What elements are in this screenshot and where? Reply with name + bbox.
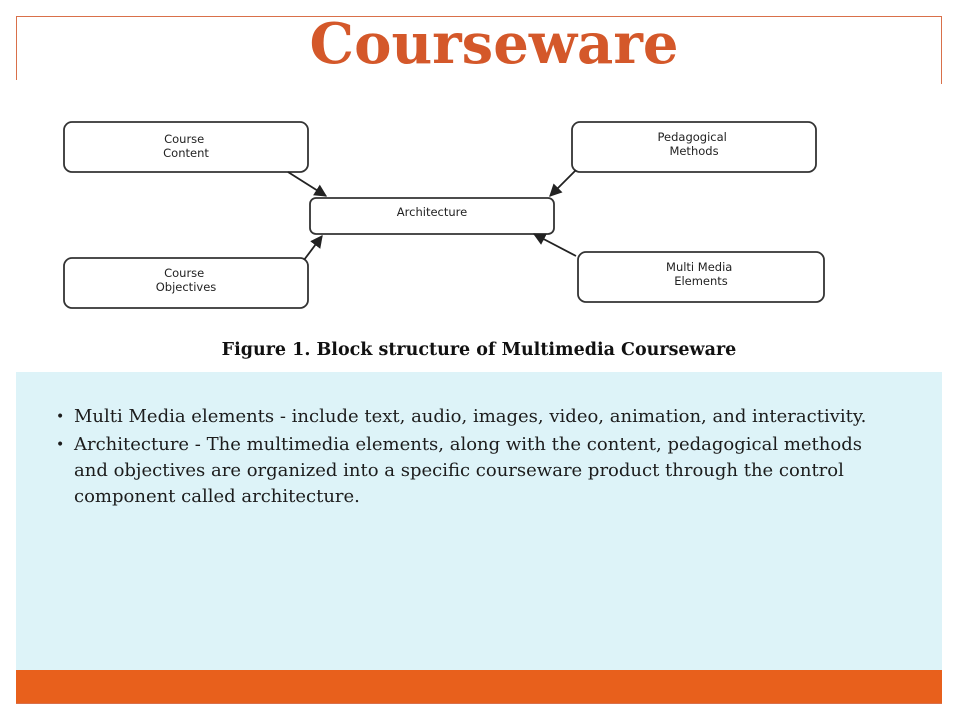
course-objectives-line-2: Objectives <box>155 280 217 294</box>
arrow-objectives-to-architecture <box>304 236 322 260</box>
course-content-label <box>163 132 209 160</box>
multimedia-elements-label <box>666 260 736 288</box>
course-content-line-2: Content <box>163 146 209 160</box>
content-panel <box>16 372 942 670</box>
architecture-line-1: Architecture <box>396 205 468 219</box>
figure-area <box>16 84 942 372</box>
list-item <box>56 404 896 430</box>
bullet-icon: • <box>56 409 65 425</box>
list-item <box>56 432 896 510</box>
multimedia-elements-line-1: Multi Media <box>666 260 733 274</box>
bullet-list <box>56 404 896 512</box>
course-content-line-1: Course <box>164 132 205 146</box>
figure-caption: Figure 1. Block structure of Multimedia Courseware <box>221 340 737 360</box>
bullet-text: Multi Media elements - include text, audio, images, video, animation, and interactivity. <box>74 406 867 427</box>
arrow-multimedia-to-architecture <box>534 234 576 256</box>
footer-bar <box>16 670 942 703</box>
slide-title: Courseware <box>309 11 679 77</box>
multimedia-elements-line-2: Elements <box>674 274 728 288</box>
bullet-text: Architecture - The multimedia elements, along with the content, pedagogical methods and objectives are organized into a specific courseware product through the control component called architecture. <box>74 434 862 507</box>
pedagogical-methods-line-2: Methods <box>669 144 719 158</box>
bullet-icon: • <box>56 437 65 453</box>
course-objectives-line-1: Course <box>164 266 205 280</box>
course-objectives-label <box>156 266 217 294</box>
architecture-label <box>397 205 467 219</box>
arrow-pedagogical-to-architecture <box>550 170 576 196</box>
frame-bottom-line <box>16 703 942 704</box>
pedagogical-methods-line-1: Pedagogical <box>657 130 727 144</box>
block-diagram <box>16 84 942 334</box>
arrow-content-to-architecture <box>288 172 326 196</box>
